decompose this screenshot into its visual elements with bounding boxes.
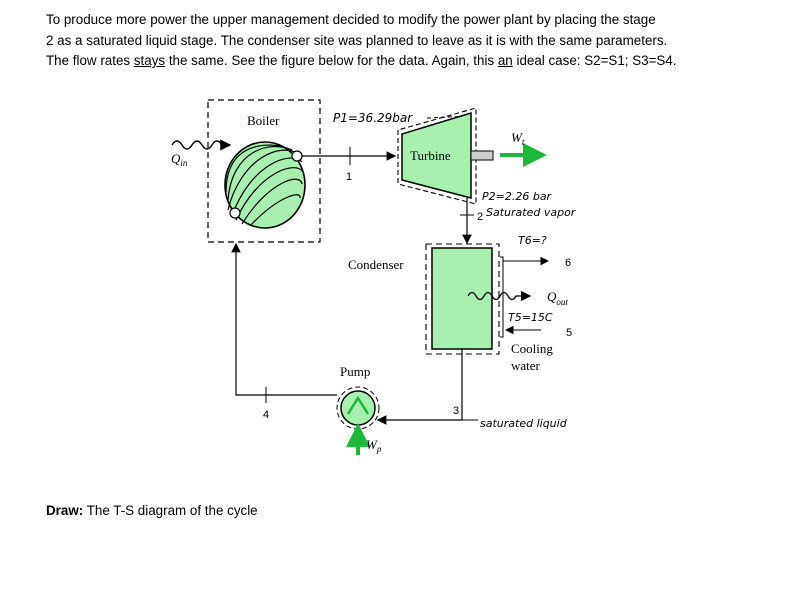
t5-label: T5=15C xyxy=(508,311,553,324)
state-5-label: 5 xyxy=(566,327,573,339)
cooling-coil xyxy=(500,257,503,337)
boiler-outlet-node xyxy=(292,151,302,161)
p1-label: P1=36.29bar xyxy=(333,111,413,125)
wt-subscript: t xyxy=(521,137,525,147)
wt-label xyxy=(511,130,525,147)
cooling-water-label-2: water xyxy=(511,358,540,373)
boiler-label: Boiler xyxy=(247,113,280,128)
saturated-liquid-label: saturated liquid xyxy=(480,417,567,430)
line-pump-to-boiler xyxy=(236,244,337,395)
state-2-label: 2 xyxy=(477,211,484,223)
footer-instruction xyxy=(46,503,258,518)
problem-line-3-b: stays xyxy=(133,53,166,68)
problem-line-1: To produce more power the upper management decided to modify the power plant by placing the stage xyxy=(46,12,656,27)
boiler-inlet-node xyxy=(230,208,240,218)
q-in-subscript: in xyxy=(180,158,188,168)
line-condenser-to-pump xyxy=(378,349,462,420)
cooling-water-label-1: Cooling xyxy=(511,341,553,356)
wt-symbol: W xyxy=(511,130,522,145)
q-out-label xyxy=(547,289,568,307)
problem-line-3-a: The flow rates xyxy=(46,53,134,68)
q-out-subscript: out xyxy=(556,297,568,307)
q-in-label xyxy=(171,151,188,168)
heat-in-arrow xyxy=(172,141,230,149)
boiler-body xyxy=(225,142,305,228)
problem-line-3-d: an xyxy=(497,53,513,68)
saturated-vapor-label: Saturated vapor xyxy=(486,206,576,219)
footer-bold: Draw: xyxy=(46,503,84,518)
footer-text: The T-S diagram of the cycle xyxy=(83,503,258,518)
wp-symbol: W xyxy=(366,437,377,452)
condenser-label: Condenser xyxy=(348,257,404,272)
q-out-symbol: Q xyxy=(547,289,557,304)
turbine-shaft xyxy=(471,151,493,160)
state-4-label: 4 xyxy=(263,409,270,421)
p2-label: P2=2.26 bar xyxy=(482,190,552,203)
problem-line-3-e: ideal case: S2=S1; S3=S4. xyxy=(512,53,677,68)
turbine-label: Turbine xyxy=(410,148,451,163)
state-1-label: 1 xyxy=(346,171,353,183)
problem-line-3-c: the same. See the figure below for the data. Again, this xyxy=(165,53,498,68)
q-in-symbol: Q xyxy=(171,151,181,166)
wp-label xyxy=(366,437,382,454)
state-6-label: 6 xyxy=(565,257,572,269)
state-3-label: 3 xyxy=(453,405,460,417)
wp-subscript: p xyxy=(376,444,382,454)
t6-label: T6=? xyxy=(518,234,547,247)
pump-label: Pump xyxy=(340,364,371,379)
problem-line-2: 2 as a saturated liquid stage. The condenser site was planned to leave as it is with the same parameters. xyxy=(46,32,668,48)
